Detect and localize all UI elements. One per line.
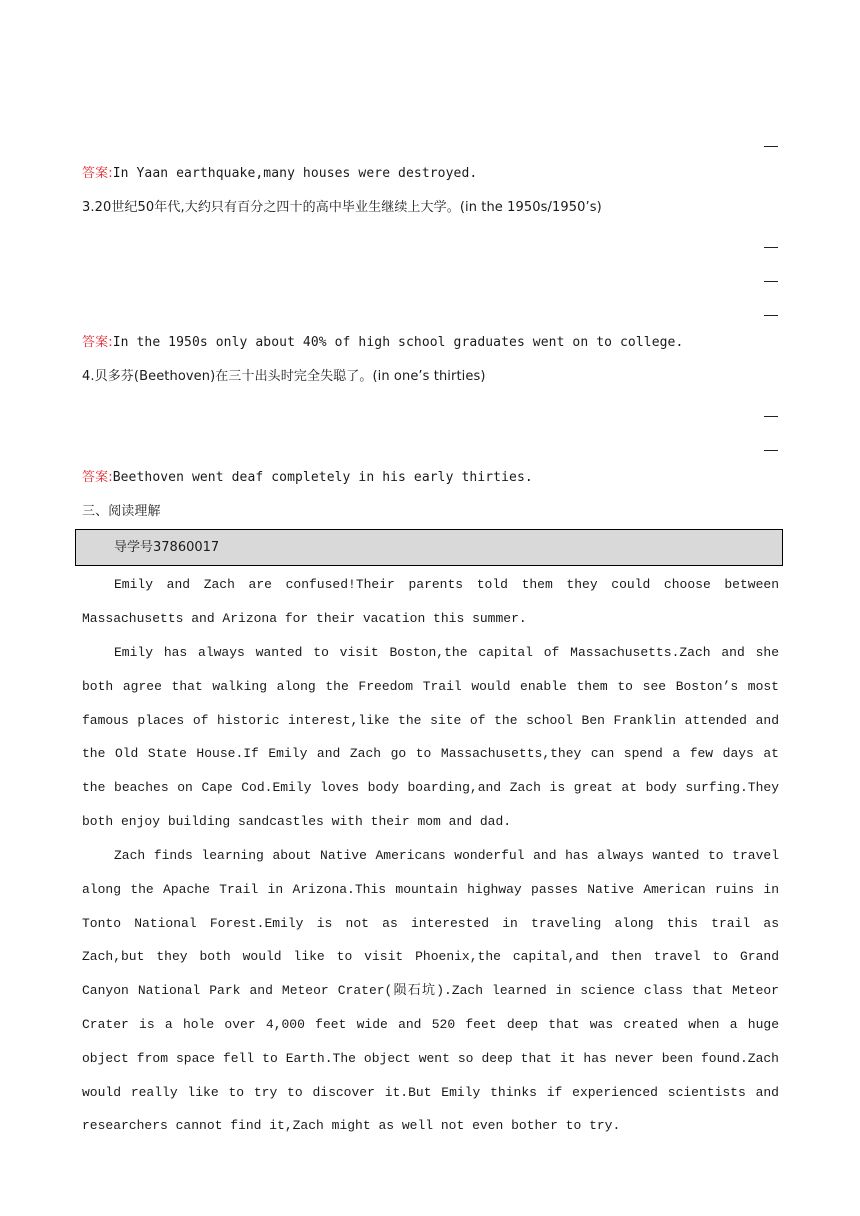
guide-number: 导学号37860017 <box>114 540 220 555</box>
reading-paragraph: Zach finds learning about Native Americans wonderful and has always wanted to travel along the Apache Trail in Arizona.This mountain highway passes Native American ruins in Tonto National Forest.Emily is not as interested in traveling along this trail as Zach,but they both would like to visit Phoenix,the capital,and then travel to Grand Canyon National Park and Meteor Crater(陨石坑).Zach learned in science class that Meteor Crater is a hole over 4,000 feet wide and 520 feet deep that was created when a huge object from space fell to Earth.The object went so deep that it has never been found.Zach would really like to try to discover it.But Emily thinks if experienced scientists and researchers cannot find it,Zach might as well not even bother to try. <box>82 848 779 1134</box>
answer-text: Beethoven went deaf completely in his early thirties. <box>112 470 533 485</box>
answer-blank-line <box>764 450 778 451</box>
answer-label: 答案: <box>82 470 113 485</box>
reading-paragraph: Emily has always wanted to visit Boston,the capital of Massachusetts.Zach and she both agree that walking along the Freedom Trail would enable them to see Boston’s most famous places of historic interest,like the site of the school Ben Franklin attended and the Old State House.If Emily and Zach go to Massachusetts,they can spend a few days at the beaches on Cape Cod.Emily loves body boarding,and Zach is great at body surfing.They both enjoy building sandcastles with their mom and dad. <box>82 645 779 829</box>
answer-line-3 <box>82 334 782 352</box>
answer-blank-line <box>764 315 778 316</box>
answer-line-2 <box>82 165 782 183</box>
guide-number-box <box>75 529 783 566</box>
answer-text: In Yaan earthquake,many houses were destroyed. <box>112 166 478 181</box>
answer-blank-line <box>764 247 778 248</box>
question-3: 3.20世纪50年代,大约只有百分之四十的高中毕业生继续上大学。(in the 1950s/1950’s) <box>82 200 602 215</box>
answer-blank-line <box>764 146 778 147</box>
answer-blank-line <box>764 281 778 282</box>
question-4: 4.贝多芬(Beethoven)在三十出头时完全失聪了。(in one’s thirties) <box>82 369 486 384</box>
answer-line-4 <box>82 469 782 487</box>
answer-text: In the 1950s only about 40% of high school graduates went on to college. <box>112 335 684 350</box>
answer-blank-line <box>764 416 778 417</box>
answer-label: 答案: <box>82 335 113 350</box>
section-title: 三、阅读理解 <box>82 504 161 519</box>
answer-label: 答案: <box>82 166 113 181</box>
reading-paragraph: Emily and Zach are confused!Their parents told them they could choose between Massachusetts and Arizona for their vacation this summer. <box>82 577 779 626</box>
